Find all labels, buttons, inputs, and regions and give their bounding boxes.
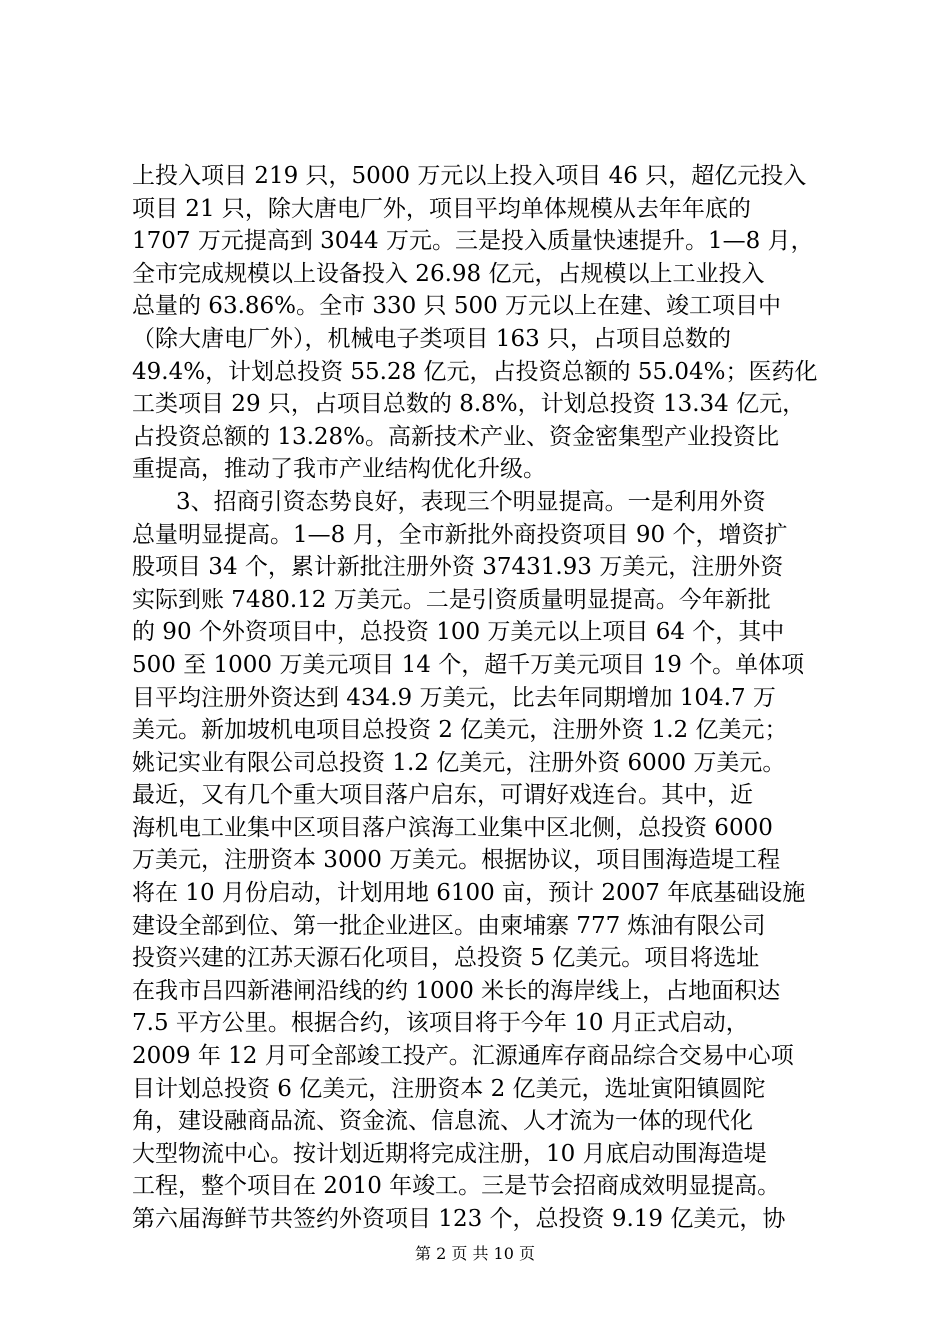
page-footer: 第 2 页 共 10 页	[415, 1244, 535, 1263]
text-line: 全市完成规模以上设备投入 26.98 亿元，占规模以上工业投入	[132, 260, 765, 287]
text-line: 大型物流中心。按计划近期将完成注册，10 月底启动围海造堤	[132, 1140, 767, 1167]
paragraph-start-line: 3、招商引资态势良好，表现三个明显提高。一是利用外资	[176, 488, 766, 515]
text-line: 的 90 个外资项目中，总投资 100 万美元以上项目 64 个，其中	[132, 619, 785, 646]
text-line: 工类项目 29 只，占项目总数的 8.8%，计划总投资 13.34 亿元，	[132, 391, 806, 418]
text-line: 建设全部到位、第一批企业进区。由柬埔寨 777 炼油有限公司	[132, 912, 766, 939]
text-line: （除大唐电厂外），机械电子类项目 163 只，占项目总数的	[132, 325, 732, 352]
text-line: 实际到账 7480.12 万美元。二是引资质量明显提高。今年新批	[132, 586, 771, 613]
text-line: 500 至 1000 万美元项目 14 个，超千万美元项目 19 个。单体项	[132, 651, 805, 678]
text-line: 姚记实业有限公司总投资 1.2 亿美元，注册外资 6000 万美元。	[132, 749, 786, 776]
text-line: 重提高，推动了我市产业结构优化升级。	[132, 456, 546, 483]
text-line: 目平均注册外资达到 434.9 万美元，比去年同期增加 104.7 万	[132, 684, 776, 711]
text-line: 角，建设融商品流、资金流、信息流、人才流为一体的现代化	[132, 1108, 753, 1135]
text-line: 海机电工业集中区项目落户滨海工业集中区北侧，总投资 6000	[132, 814, 773, 841]
text-line: 最近，又有几个重大项目落户启东，可谓好戏连台。其中，近	[132, 782, 753, 809]
text-line: 目计划总投资 6 亿美元，注册资本 2 亿美元，选址寅阳镇圆陀	[132, 1075, 766, 1102]
text-line: 占投资总额的 13.28%。高新技术产业、资金密集型产业投资比	[132, 423, 780, 450]
text-line: 项目 21 只，除大唐电厂外，项目平均单体规模从去年年底的	[132, 195, 751, 222]
body-text	[132, 160, 832, 1236]
text-line: 总量明显提高。1—8 月，全市新批外商投资项目 90 个，增资扩	[132, 521, 788, 548]
text-line: 股项目 34 个，累计新批注册外资 37431.93 万美元，注册外资	[132, 554, 784, 581]
text-line: 投资兴建的江苏天源石化项目，总投资 5 亿美元。项目将选址	[132, 945, 760, 972]
text-line: 1707 万元提高到 3044 万元。三是投入质量快速提升。1—8 月，	[132, 228, 814, 255]
text-line: 美元。新加坡机电项目总投资 2 亿美元，注册外资 1.2 亿美元；	[132, 717, 788, 744]
text-line: 49.4%，计划总投资 55.28 亿元，占投资总额的 55.04%；医药化	[132, 358, 818, 385]
text-line: 在我市吕四新港闸沿线的约 1000 米长的海岸线上，占地面积达	[132, 977, 781, 1004]
text-line: 7.5 平方公里。根据合约，该项目将于今年 10 月正式启动，	[132, 1010, 749, 1037]
text-line: 2009 年 12 月可全部竣工投产。汇源通库存商品综合交易中心项	[132, 1043, 794, 1070]
text-line: 总量的 63.86%。全市 330 只 500 万元以上在建、竣工项目中	[132, 293, 782, 320]
text-line: 将在 10 月份启动，计划用地 6100 亩，预计 2007 年底基础设施	[132, 880, 806, 907]
text-line: 第六届海鲜节共签约外资项目 123 个，总投资 9.19 亿美元，协	[132, 1206, 786, 1232]
text-line: 工程，整个项目在 2010 年竣工。三是节会招商成效明显提高。	[132, 1173, 781, 1200]
text-line: 上投入项目 219 只，5000 万元以上投入项目 46 只，超亿元投入	[132, 163, 807, 189]
text-line: 万美元，注册资本 3000 万美元。根据协议，项目围海造堤工程	[132, 847, 781, 874]
